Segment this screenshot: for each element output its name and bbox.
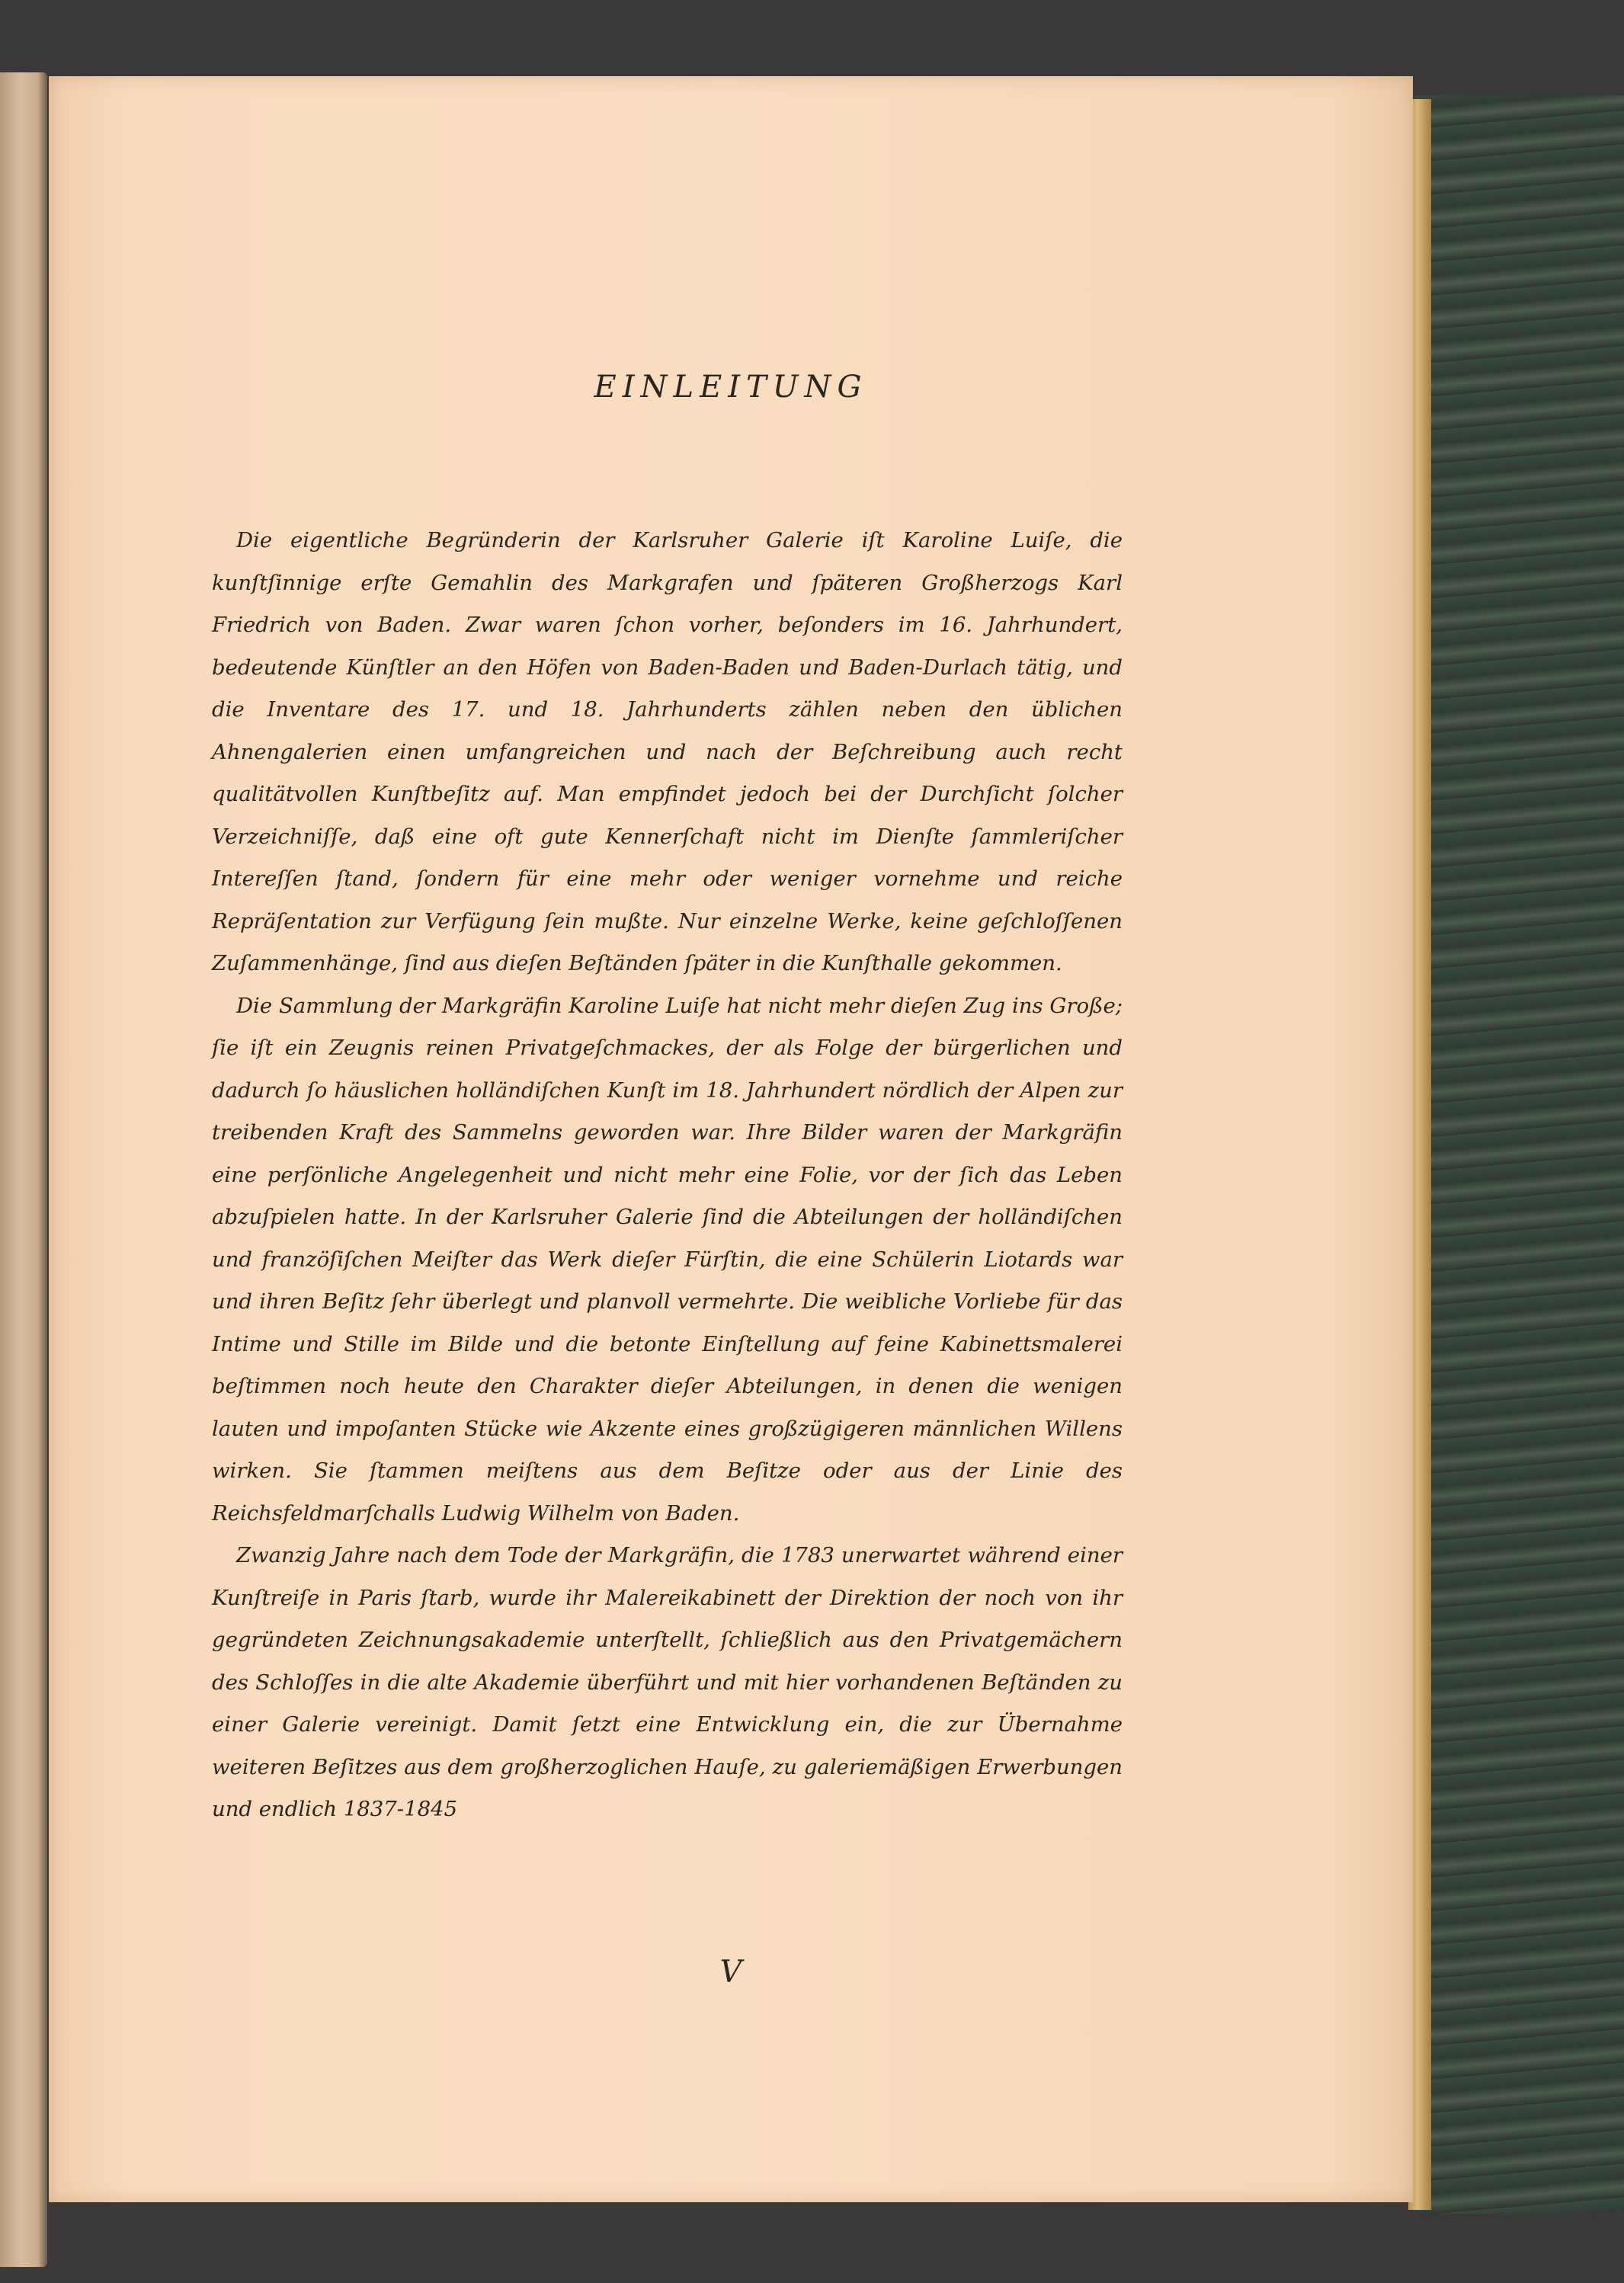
body-text: [212, 520, 1123, 1831]
paragraph: Die eigentliche Begründerin der Karlsruher Galerie iſt Karoline Luiſe, die kunſtſinnige erſte Gemahlin des Markgrafen und ſpäteren Großherzogs Karl Friedrich von Baden. Zwar waren ſchon vorher, beſonders im 16. Jahrhundert, bedeutende Künſtler an den Höfen von Baden-Baden und Baden-Durlach tätig, und die Inventare des 17. und 18. Jahrhunderts zählen neben den üblichen Ahnengalerien einen umfangreichen und nach der Beſchreibung auch recht qualitätvollen Kunſtbeſitz auf. Man empfindet jedoch bei der Durchſicht ſolcher Verzeichniſſe, daß eine oft gute Kennerſchaft nicht im Dienſte ſammleriſcher Intereſſen ſtand, ſondern für eine mehr oder weniger vornehme und reiche Repräſentation zur Verfügung ſein mußte. Nur einzelne Werke, keine geſchloſſenen Zuſammenhänge, ſind aus dieſen Beſtänden ſpäter in die Kunſthalle gekommen.: [212, 528, 1123, 975]
paragraph: Zwanzig Jahre nach dem Tode der Markgräfin, die 1783 unerwartet während einer Kunſtreiſe in Paris ſtarb, wurde ihr Malereikabinett der Direktion der noch von ihr gegründeten Zeichnungsakademie unterſtellt, ſchließlich aus den Privatgemächern des Schloſſes in die alte Akademie überführt und mit hier vorhandenen Beſtänden zu einer Galerie vereinigt. Damit ſetzt eine Entwicklung ein, die zur Übernahme weiteren Beſitzes aus dem großherzoglichen Hauſe, zu galeriemäßigen Erwerbungen und endlich 1837-1845: [212, 1543, 1123, 1821]
book-page: [49, 76, 1413, 2202]
book-cover-edge: [1414, 95, 1624, 2214]
chapter-heading: EINLEITUNG: [594, 370, 868, 405]
facing-page-edge: [0, 72, 47, 2267]
paragraph: Die Sammlung der Markgräfin Karoline Luiſe hat nicht mehr dieſen Zug ins Große; ſie iſt ein Zeugnis reinen Privatgeſchmackes, der als Folge der bürgerlichen und dadurch ſo häuslichen holländiſchen Kunſt im 18. Jahrhundert nördlich der Alpen zur treibenden Kraft des Sammelns geworden war. Ihre Bilder waren der Markgräfin eine perſönliche Angelegenheit und nicht mehr eine Folie, vor der ſich das Leben abzuſpielen hatte. In der Karlsruher Galerie ſind die Abteilungen der holländiſchen und franzöſiſchen Meiſter das Werk dieſer Fürſtin, die eine Schülerin Liotards war und ihren Beſitz ſehr überlegt und planvoll vermehrte. Die weibliche Vorliebe für das Intime und Stille im Bilde und die betonte Einſtellung auf feine Kabinettsmalerei beſtimmen noch heute den Charakter dieſer Abteilungen, in denen die wenigen lauten und impoſanten Stücke wie Akzente eines großzügigeren männlichen Willens wirken. Sie ſtammen meiſtens aus dem Beſitze oder aus der Linie des Reichsfeldmarſchalls Ludwig Wilhelm von Baden.: [212, 993, 1123, 1526]
page-number: V: [719, 1955, 742, 1990]
